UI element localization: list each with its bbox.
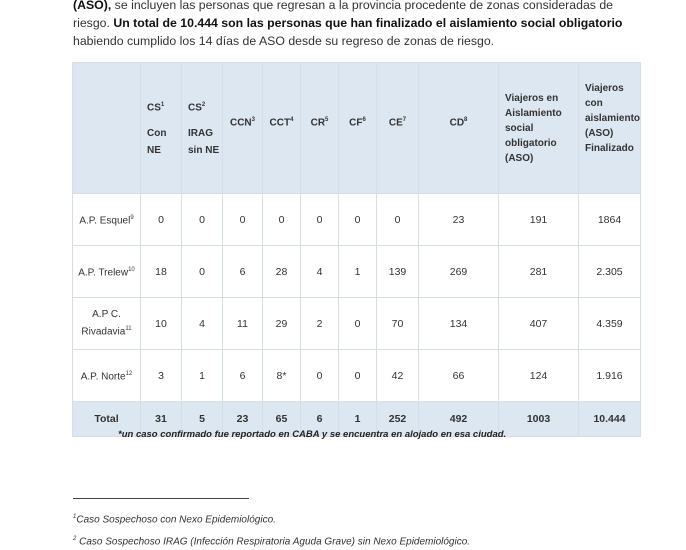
table-cell: 1 [182, 350, 223, 402]
table-cell: 11 [223, 298, 263, 350]
para-line2-bold: Un total de 10.444 son las personas que han finalizado el aislamiento social obligatorio [113, 16, 623, 30]
header-empty [73, 63, 141, 194]
table-cell: 29 [263, 298, 301, 350]
table-cell: 1.916 [579, 350, 641, 402]
table-cell: 6 [223, 350, 263, 402]
total-cell: 1 [339, 402, 377, 437]
header-viajeros-finalizado: Viajeros con aislamiento (ASO) Finalizado [579, 63, 641, 194]
para-line2-start: riesgo. [73, 16, 114, 30]
row-name: A.P C. Rivadavia$^{11}$ [73, 298, 141, 350]
table-row [73, 194, 641, 246]
table-cell: 407 [499, 298, 579, 350]
table-cell: 0 [263, 194, 301, 246]
table-cell: 0 [301, 350, 339, 402]
header-cs1: $CS^1$ Con NE [141, 63, 182, 194]
table-cell: 18 [141, 246, 182, 298]
total-cell: 5 [182, 402, 223, 437]
header-viajeros-aso: Viajeros en Aislamiento social obligatorio (ASO) [499, 63, 579, 194]
table-cell: 8* [263, 350, 301, 402]
para-line1: se incluyen las personas que regresan a la provincia procedente de zonas consideradas de [111, 0, 614, 12]
total-cell: 1003 [499, 402, 579, 437]
total-cell: 252 [377, 402, 419, 437]
table-cell: 1864 [579, 194, 641, 246]
table-cell: 1 [339, 246, 377, 298]
table-cell: 10 [141, 298, 182, 350]
table-cell: 66 [419, 350, 499, 402]
header-cd: $CD^8$ [419, 63, 499, 194]
header-cs2: $CS^2$ IRAG sin NE [182, 63, 223, 194]
table-cell: 0 [182, 194, 223, 246]
cases-table [72, 62, 641, 437]
table-cell: 3 [141, 350, 182, 402]
header-row [73, 63, 641, 194]
table-cell: 0 [339, 194, 377, 246]
table-cell: 70 [377, 298, 419, 350]
table-note: *un caso confirmado fue reportado en CABA y se encuentra en alojado en esa ciudad. [118, 429, 507, 440]
total-cell: 10.444 [579, 402, 641, 437]
footnote-divider [73, 498, 249, 499]
row-name: A.P. Norte$^{12}$ [73, 350, 141, 402]
table-cell: 23 [419, 194, 499, 246]
total-cell: 23 [223, 402, 263, 437]
table-row [73, 298, 641, 350]
table-row [73, 246, 641, 298]
footnote-2: $^2$ Caso Sospechoso IRAG (Infección Respiratoria Aguda Grave) sin Nexo Epidemiológico. [73, 536, 471, 548]
table-cell: 0 [141, 194, 182, 246]
header-ce: $CE^7$ [377, 63, 419, 194]
table-cell: 191 [499, 194, 579, 246]
table-cell: 124 [499, 350, 579, 402]
table-cell: 281 [499, 246, 579, 298]
table-cell: 2 [301, 298, 339, 350]
table-cell: 42 [377, 350, 419, 402]
total-cell: 492 [419, 402, 499, 437]
table-cell: 0 [182, 246, 223, 298]
header-cr: $CR^5$ [301, 63, 339, 194]
table-cell: 0 [339, 350, 377, 402]
footnote-1: $^1$Caso Sospechoso con Nexo Epidemiológico. [73, 514, 276, 526]
table-cell: 2.305 [579, 246, 641, 298]
table-cell: 4 [182, 298, 223, 350]
table-cell: 6 [223, 246, 263, 298]
row-name: A.P. Esquel$^9$ [73, 194, 141, 246]
total-cell: 65 [263, 402, 301, 437]
row-name: A.P. Trelew$^{10}$ [73, 246, 141, 298]
total-cell: 31 [141, 402, 182, 437]
table-cell: 134 [419, 298, 499, 350]
table-cell: 28 [263, 246, 301, 298]
table-cell: 0 [377, 194, 419, 246]
table-cell: 0 [301, 194, 339, 246]
para-line3: habiendo cumplido los 14 días de ASO desde su regreso de zonas de riesgo. [73, 34, 495, 48]
table-cell: 269 [419, 246, 499, 298]
table-cell: 0 [223, 194, 263, 246]
header-ccn: CCN$^3$ [223, 63, 263, 194]
table-cell: 4.359 [579, 298, 641, 350]
table-cell: 139 [377, 246, 419, 298]
header-cf: $CF^6$ [339, 63, 377, 194]
table-row [73, 350, 641, 402]
table-cell: 0 [339, 298, 377, 350]
total-cell: 6 [301, 402, 339, 437]
total-label: Total [73, 402, 141, 437]
intro-paragraph [73, 0, 653, 50]
table-cell: 4 [301, 246, 339, 298]
header-cct: CCT$^4$ [263, 63, 301, 194]
aso-bold: (ASO), [73, 0, 112, 12]
